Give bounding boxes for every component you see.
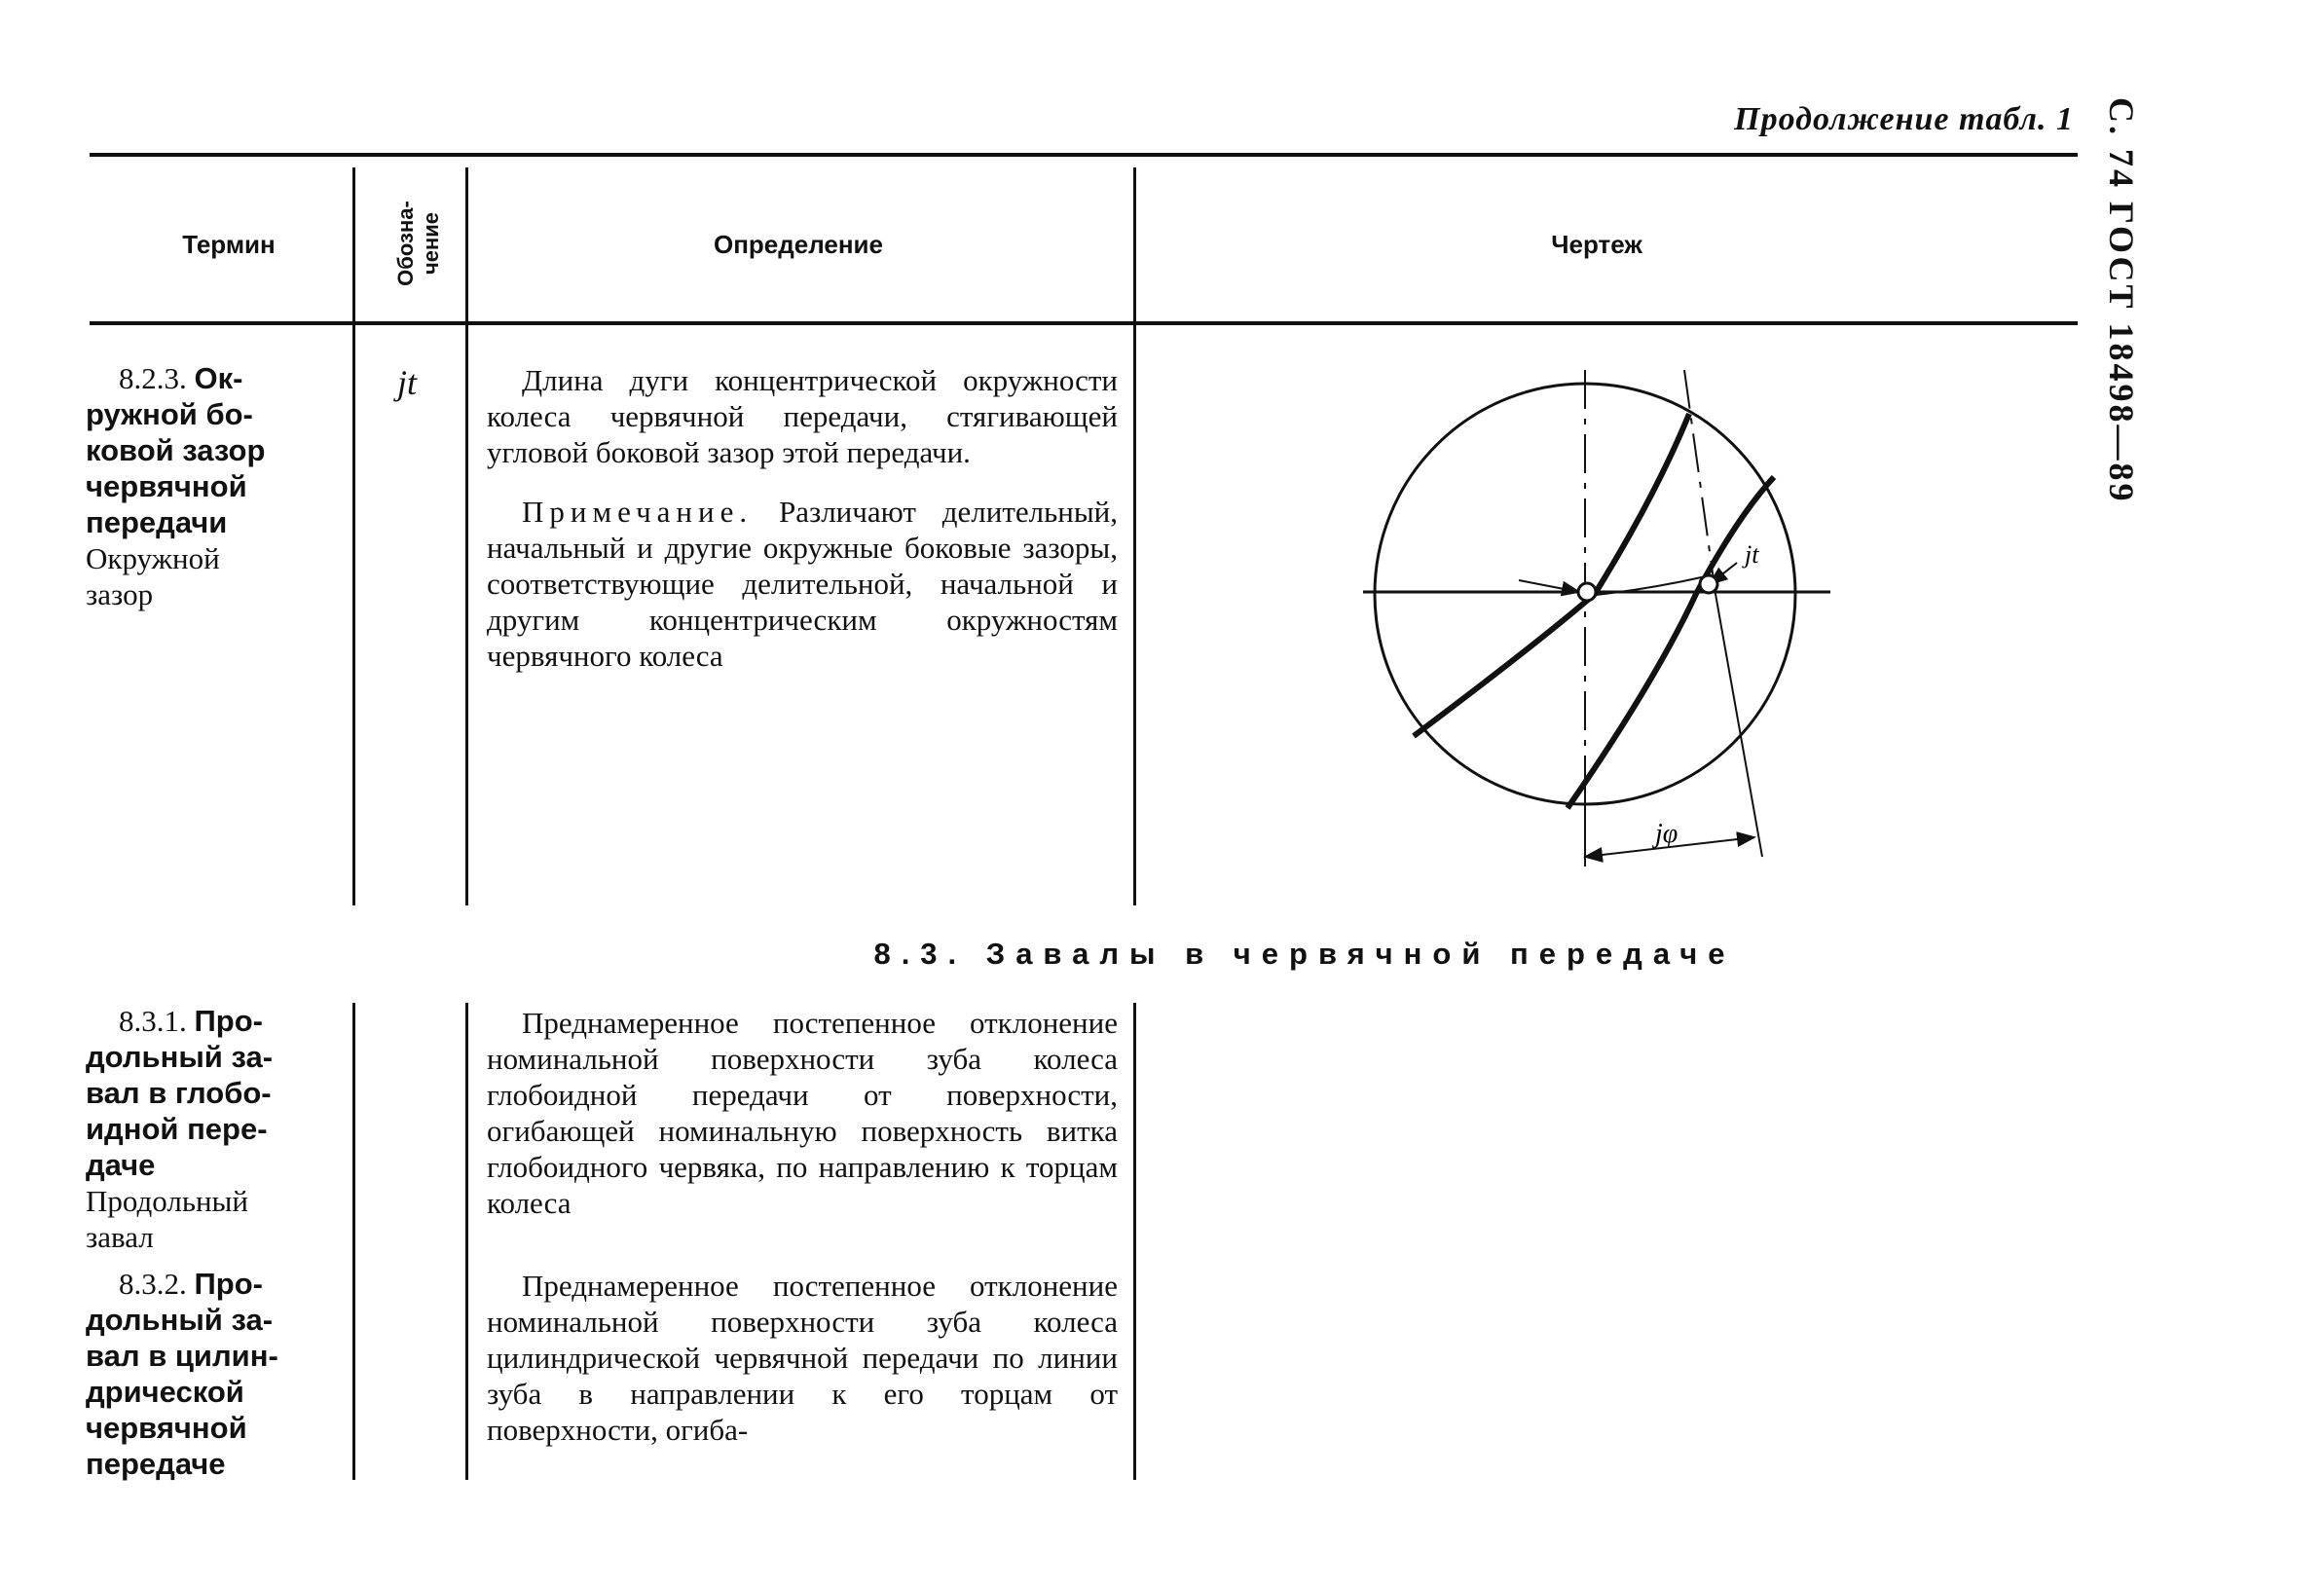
- definition-text: Преднамеренное постепенное отклонение номинальной поверхности зуба колеса цилиндрической червячной передачи по линии зуба в направлении к его торцам от поверхности, огиба-: [487, 1269, 1118, 1447]
- term-number: 8.2.3.: [119, 361, 187, 395]
- col-header-drawing: Чертеж: [1551, 230, 1642, 259]
- arrow-left: [1519, 580, 1579, 592]
- term-bold: Ок-: [194, 361, 243, 395]
- term-line: вал в глобо-: [86, 1076, 272, 1110]
- definition-8-3-1: [487, 1005, 1118, 1221]
- term-line: 8.3.2. Про-: [119, 1267, 263, 1301]
- lower-col-separator-2: [465, 1003, 468, 1480]
- table-top-rule: [90, 153, 2078, 157]
- continuation-label: Продолжение табл. 1: [1734, 101, 2074, 137]
- term-line: дольный за-: [86, 1040, 274, 1074]
- term-synonym: Окружной: [86, 541, 220, 575]
- definition-text: Длина дуги концентрической окружности колеса червячной передачи, стягивающей угловой боковой зазор этой передачи.: [487, 363, 1118, 469]
- radial-line-lower: [1715, 594, 1762, 857]
- term-line: дольный за-: [86, 1303, 274, 1337]
- backlash-drawing: [1363, 350, 1869, 876]
- term-line: вал в цилин-: [86, 1339, 278, 1373]
- definition-8-2-3: [487, 362, 1118, 674]
- term-line: идной пере-: [86, 1112, 268, 1146]
- term-line: червячной: [86, 469, 247, 503]
- radial-line-upper: [1684, 370, 1715, 594]
- col-separator-1: [352, 167, 355, 905]
- lower-col-separator-3: [1133, 1003, 1136, 1480]
- contact-point-left: [1578, 583, 1596, 601]
- term-synonym: завал: [86, 1220, 154, 1254]
- term-line: [86, 360, 349, 396]
- section-title: 8.3. Завалы в червячной передаче: [873, 937, 1736, 971]
- term-line: червячной: [86, 1411, 247, 1445]
- col-separator-3: [1133, 167, 1136, 905]
- term-line: передаче: [86, 1447, 226, 1481]
- term-number: 8.3.1.: [119, 1004, 187, 1038]
- tooth-flank-right: [1568, 477, 1774, 808]
- term-line: даче: [86, 1148, 156, 1182]
- designation-line-1: Обозна-: [393, 201, 418, 286]
- term-line: ковой зазор: [86, 433, 266, 467]
- note-text: Различают делительный, начальный и другие окружные боковые зазоры, соответствующие делительной, начальной и другим концентрическим окружностям червячного колеса: [487, 495, 1118, 673]
- col-header-definition: Определение: [713, 230, 883, 259]
- term-line: дрической: [86, 1375, 244, 1409]
- definition-text: Преднамеренное постепенное отклонение номинальной поверхности зуба колеса глобоидной передачи от поверхности, огибающей номинальную поверхность витка глобоидного червяка, по направлению к торцам колеса: [487, 1006, 1118, 1220]
- term-8-2-3: [86, 360, 349, 612]
- label-jphi: jφ: [1655, 819, 1678, 849]
- designation-line-2: чение: [419, 211, 443, 276]
- label-jt: jt: [1745, 540, 1759, 569]
- term-8-3-2: [86, 1266, 349, 1482]
- term-line: 8.3.1. Про-: [119, 1004, 263, 1038]
- contact-point-right: [1700, 575, 1717, 593]
- term-synonym: Продольный: [86, 1184, 248, 1218]
- col-header-term: Термин: [182, 230, 276, 259]
- side-header-text: С. 74 ГОСТ 18498—89: [2102, 97, 2141, 504]
- page-side-header: [2093, 97, 2171, 506]
- designation-symbol: jt: [397, 363, 418, 402]
- definition-8-3-2: [487, 1268, 1118, 1448]
- col-header-designation: [370, 170, 467, 316]
- lower-col-separator-1: [352, 1003, 355, 1480]
- term-synonym: зазор: [86, 577, 154, 611]
- term-number: 8.3.2.: [119, 1267, 187, 1301]
- term-8-3-1: [86, 1003, 349, 1255]
- note-label: Примечание.: [522, 495, 754, 529]
- header-bottom-rule: [90, 321, 2078, 325]
- term-line: передачи: [86, 505, 228, 539]
- note-paragraph: [487, 494, 1118, 674]
- term-line: ружной бо-: [86, 397, 253, 431]
